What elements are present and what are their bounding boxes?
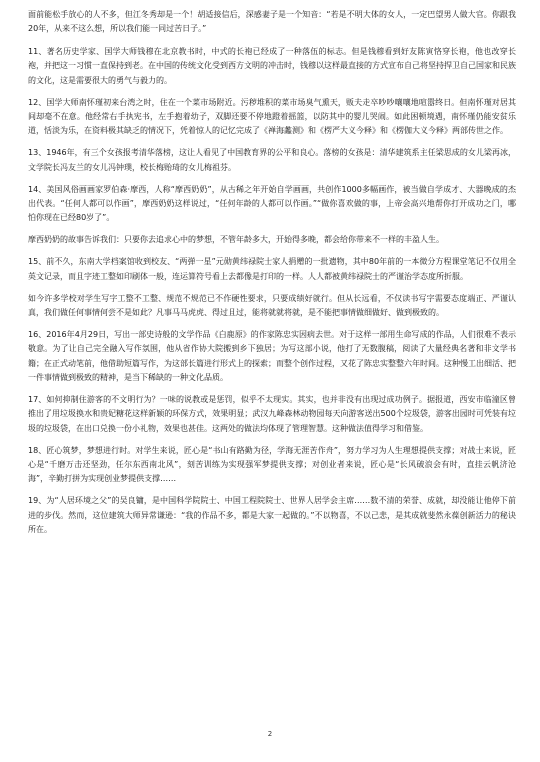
- document-body: [28, 8, 516, 545]
- page-number: 2: [267, 730, 273, 738]
- paragraph-15: 15、前不久，东南大学档案馆收到校友、“两弹一星”元勋黄纬禄院士家人捐赠的一批遗物，其中80年前的一本微分方程课堂笔记不仅用全英文记录，而且字迹工整如印刷体一般，连运算符号看上去都像是打印的一样。人人都被黄纬禄院士的严谨治学态度所折服。: [28, 257, 516, 281]
- paragraph-17: 17、如何抑制住游客的不文明行为？一味的说教或是惩罚，似乎不太现实。其实，也并非没有出现过成功例子。据报道，西安市临潼区曾推出了用垃圾换水和贵妃糖花这样新颖的环保方式，效果明显；武汉九峰森林动物园每天向游客送出500个垃圾袋，游客出园时可凭装有垃圾的垃圾袋，在出口兑换一份小礼物，效果也甚佳。这两处的做法均体现了管理智慧。这种做法值得学习和借鉴。: [28, 394, 516, 433]
- paragraph-18: 18、匠心筑梦，梦想进行时。对学生来说，匠心是“书山有路勤为径，学海无涯苦作舟”，努力学习为人生理想提供支撑；对战士来说，匠心是“千磨万击还坚劲，任尔东西南北风”，刻苦训练为实现强军梦提供支撑；对创业者来说，匠心是“长风破浪会有时，直挂云帆济沧海”，辛勤打拼为实现创业梦提供支撑……: [28, 445, 516, 484]
- paragraph-12: 12、国学大师南怀瑾初来台湾之时，住在一个菜市场附近。污秽堆积的菜市场臭气熏天，贩夫走卒吵吵嚷嚷地喧嚣终日。但南怀瑾对居其间却毫不在意。他经常右手执宪书，左手抱着幼子，双脚还要不停地蹬着摇篮，以防其中的婴儿哭闹。如此困顿境遇，南怀瑾仍能安贫乐道，恬淡为乐，在资料极其缺乏的情况下，凭着惊人的记忆完成了《禅海蠡测》和《楞严大义今释》和《楞伽大义今释》两部传世之作。: [28, 97, 516, 136]
- paragraph-13: 13、1946年，有三个女孩报考清华落榜，这让人看见了中国教育界的公平和良心。落榜的女孩是：清华建筑系主任梁思成的女儿梁再冰，文学院长冯友兰的女儿冯钟璞，校长梅贻琦的女儿梅祖芬。: [28, 148, 516, 172]
- paragraph-19: 19、为“人居环境之父”的吴良镛，是中国科学院院士、中国工程院院士、世界人居学会主席……数不清的荣誉、成就，却没能让他停下前进的步伐。然而，这位建筑大师异常谦逊：“我的作品不多，都是大家一起做的。”不以物喜，不以己悲，是其成就斐然永葆创新活力的秘诀所在。: [28, 496, 516, 535]
- paragraph-11: 11、著名历史学家、国学大师钱穆在北京教书时，中式的长袍已经成了一种落伍的标志。但是钱穆看到好友陈寅恪穿长袍，他也改穿长袍，并把这一习惯一直保持到老。在中国的传统文化受到西方文明的冲击时，钱穆以这样最直接的方式宣布自己将坚持捍卫自己国家和民族的文化，这是需要很大的勇气与毅力的。: [28, 46, 516, 85]
- paragraph-16: 16、2016年4月29日，写出一部史诗般的文学作品《白鹿原》的作家陈忠实因病去世。对于这样一部用生命写成的作品，人们很难不表示敬意。为了让自己完全融入写作氛围，他从省作协大院搬到乡下独居；为写这部小说，他打了无数腹稿，阅读了大量经典名著和非文学书籍；在正式动笔前，他借助短篇写作，为这部长篇进行形式上的探索；而整个创作过程，又花了陈忠实整整六年时间。这种慢工出细活、把一件事情做到极致的精神，是当下稀缺的一种文化品质。: [28, 329, 516, 383]
- paragraph-intro: 面前能松手放心的人不多，但江冬秀却是一个！胡适接信后，深感妻子是一个知音：“若是不明大体的女人，一定巴望男人做大官。你跟我20年，从来不这么想，所以我们能一同过苦日子。”: [28, 10, 516, 34]
- paragraph-14-comment: 摩西奶奶的故事告诉我们：只要你去追求心中的梦想，不管年龄多大，开始得多晚，都会给你带来不一样的丰盈人生。: [28, 235, 444, 245]
- paragraph-15-comment: 如今许多学校对学生写字工整不工整、规范不规范已不作硬性要求，只要成绩好就行。但从长远看，不仅读书写字需要态度端正、严谨认真，我们做任何事情何尝不是如此？凡事马马虎虎、得过且过，能将就就将就，是不能把事情做细做好、做到极致的。: [28, 293, 516, 317]
- paragraph-14: 14、美国风俗画画家罗伯森·摩西，人称“摩西奶奶”，从古稀之年开始自学画画，共创作1000多幅画作，被当做自学成才、大器晚成的杰出代表。“任何人都可以作画”，摩西奶奶这样说过，“任何年龄的人都可以作画。”“做你喜欢做的事，上帝会高兴地帮你打开成功之门，哪怕你现在已经80岁了”。: [28, 184, 516, 223]
